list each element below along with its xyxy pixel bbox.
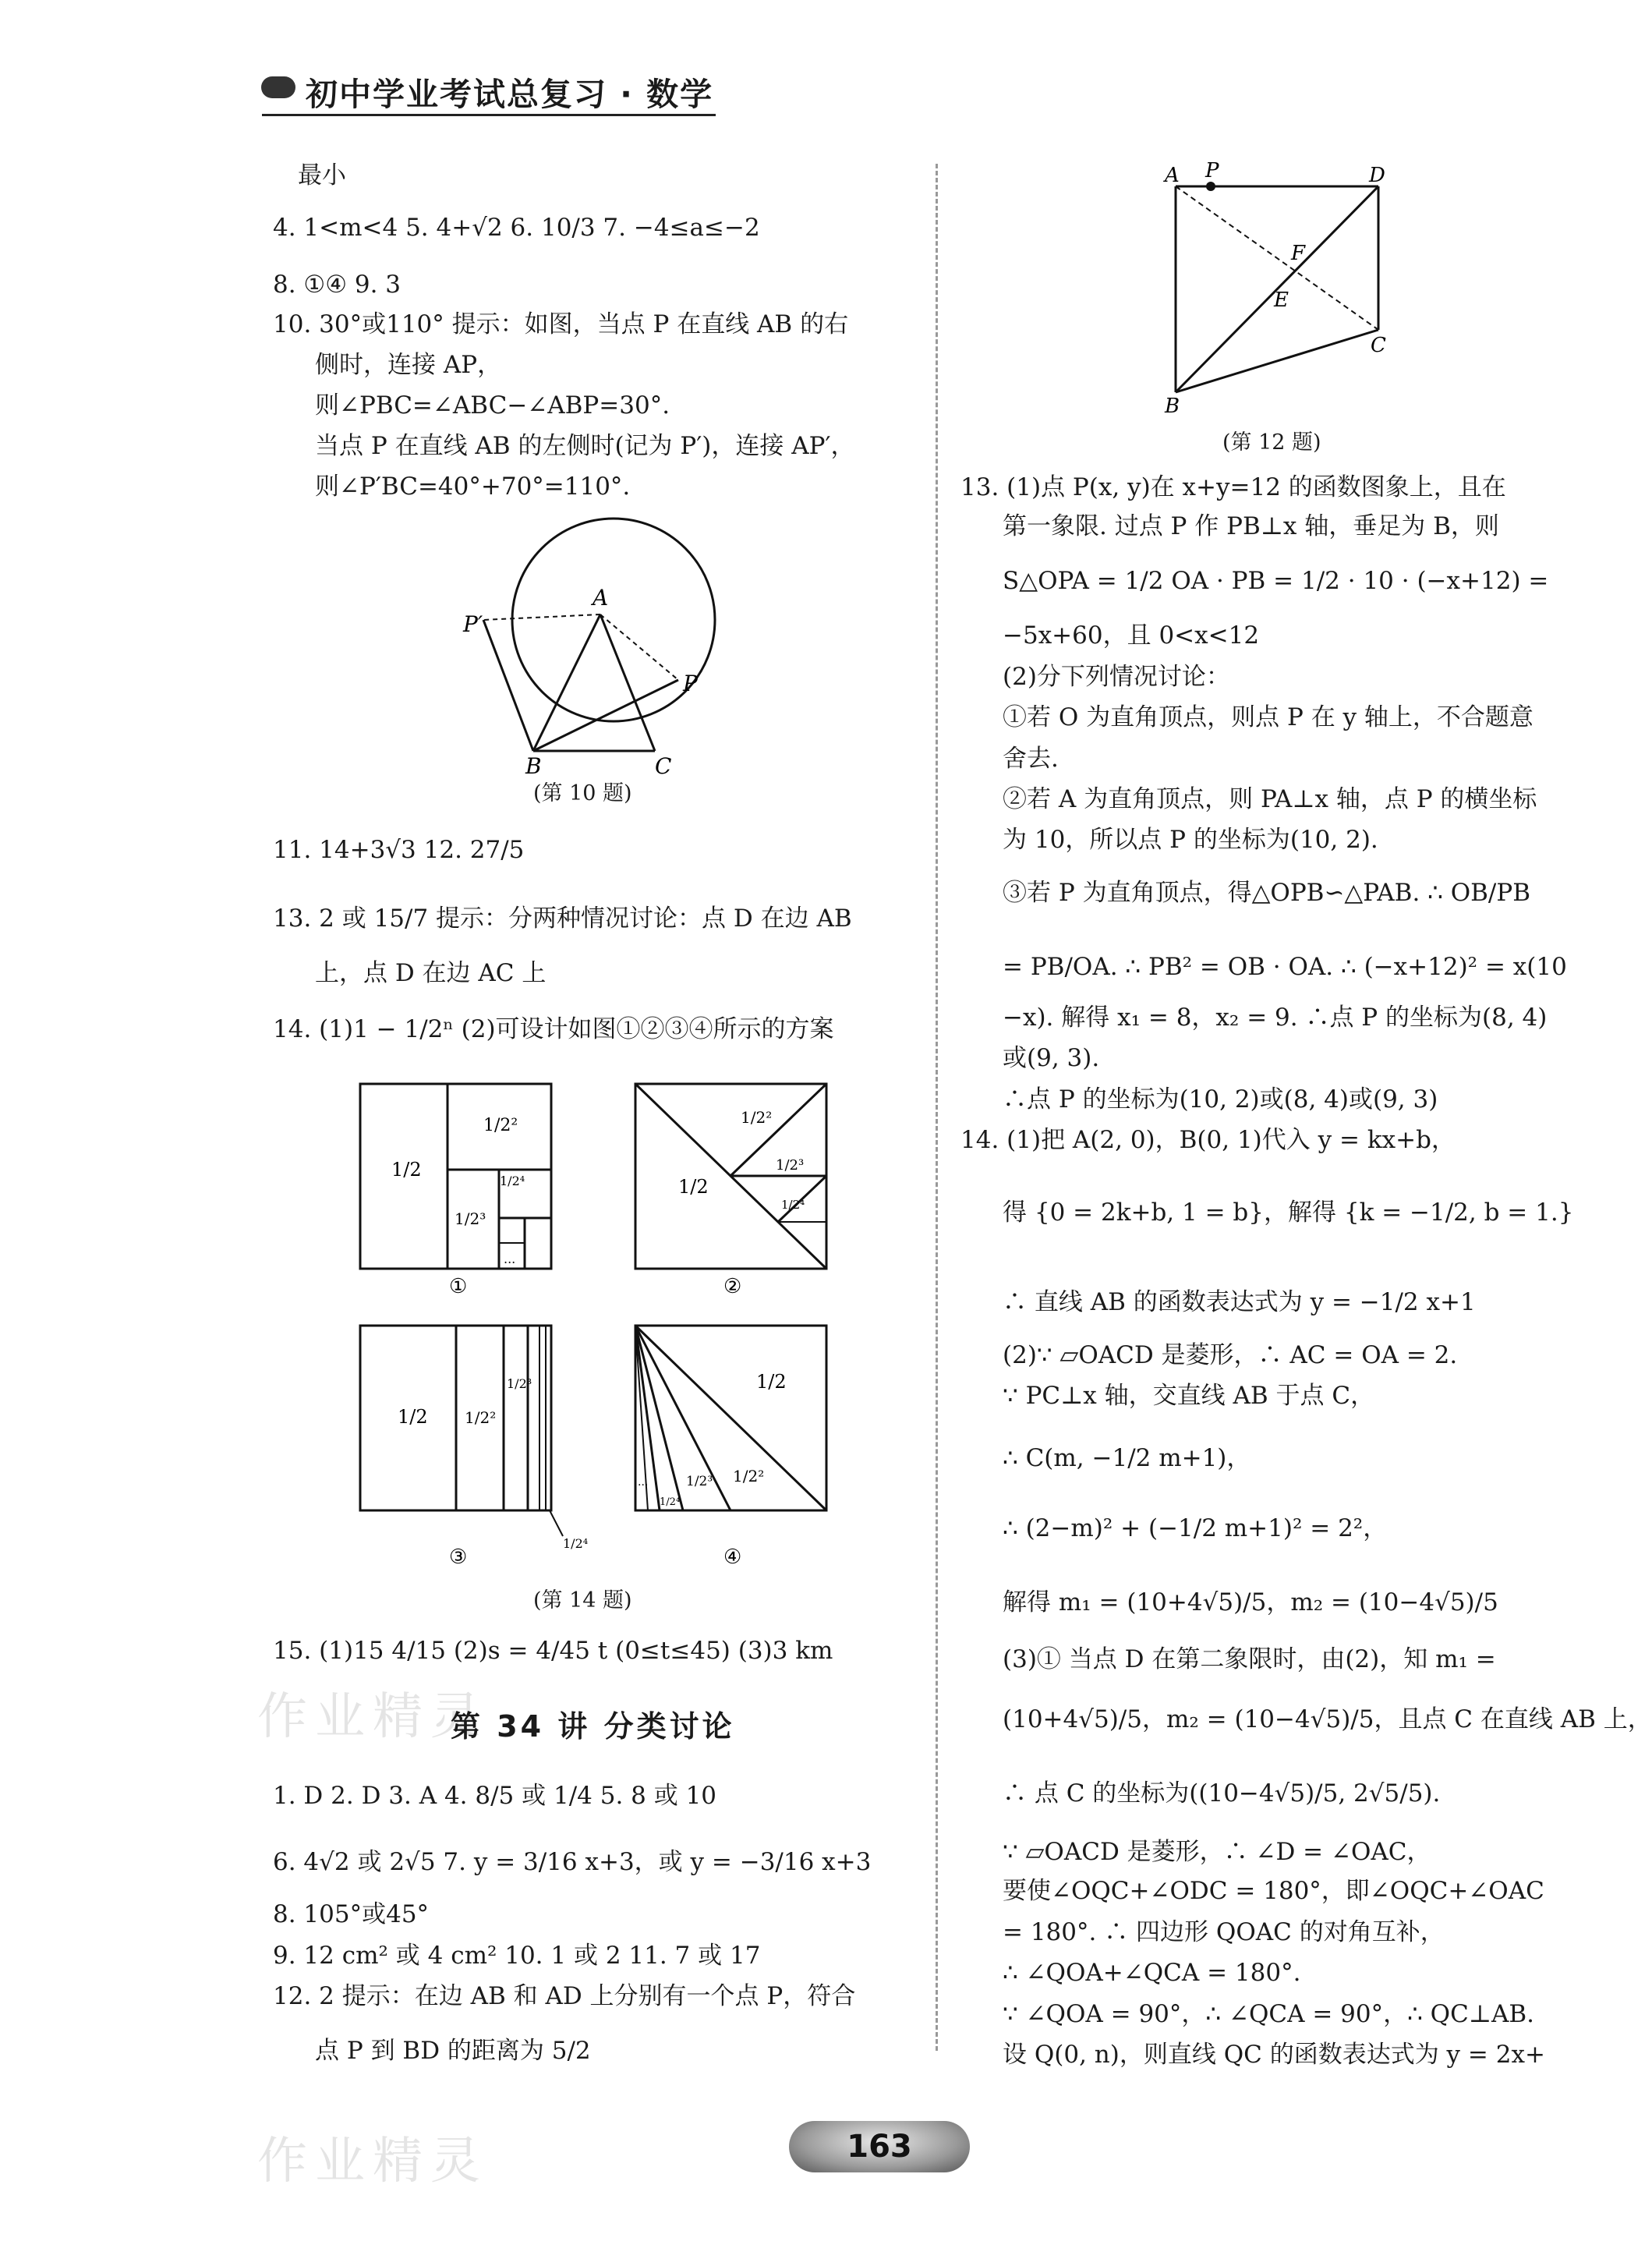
answer-line: 设 Q(0, n)，则直线 QC 的函数表达式为 y = 2x+	[1003, 2041, 1545, 2069]
answer-line: 得 {0 = 2k+b, 1 = b}，解得 {k = −1/2, b = 1.}	[1003, 1199, 1574, 1227]
fraction-label: 1/2	[756, 1371, 787, 1393]
answer-line: S△OPA = 1/2 OA · PB = 1/2 · 10 · (−x+12) =	[1003, 567, 1549, 595]
answer-line: 最小	[298, 161, 346, 189]
answer-line: 第一象限. 过点 P 作 PB⊥x 轴，垂足为 B，则	[1003, 512, 1499, 540]
header-title: 初中学业考试总复习 · 数学	[306, 76, 714, 113]
answer-line: 6. 4√2 或 2√5 7. y = 3/16 x+3，或 y = −3/16 x+3	[273, 1848, 872, 1876]
fraction-label: 1/2³	[776, 1157, 805, 1174]
answer-line: = PB/OA. ∴ PB² = OB · OA. ∴ (−x+12)² = x(10	[1003, 953, 1567, 981]
header-logo-icon	[261, 76, 295, 98]
answer-line: ∴ C(m, −1/2 m+1)，	[1003, 1444, 1251, 1472]
answer-line: ③若 P 为直角顶点，得△OPB∽△PAB. ∴ OB/PB	[1003, 879, 1531, 907]
fraction-label: 1/2²	[733, 1467, 765, 1485]
panel-label: ③	[449, 1545, 468, 1569]
fraction-label: 1/2²	[483, 1116, 518, 1135]
answer-line: 要使∠OQC+∠ODC = 180°，即∠OQC+∠OAC	[1003, 1877, 1544, 1905]
fraction-label: 1/2⁴	[660, 1496, 681, 1508]
panel-label: ②	[723, 1275, 742, 1298]
fraction-label: 1/2³	[686, 1474, 713, 1489]
answer-line: 12. 2 提示：在边 AB 和 AD 上分别有一个点 P，符合	[273, 1982, 856, 2010]
answer-line: ∵ ∠QOA = 90°，∴ ∠QCA = 90°，∴ QC⊥AB.	[1003, 2000, 1534, 2028]
answer-line: (2)∵ ▱OACD 是菱形，∴ AC = OA = 2.	[1003, 1341, 1458, 1369]
answer-line: 点 P 到 BD 的距离为 5/2	[315, 2037, 591, 2065]
answer-line: ∴ 点 C 的坐标为((10−4√5)/5, 2√5/5).	[1003, 1779, 1441, 1807]
answer-line: 13. (1)点 P(x, y)在 x+y=12 的函数图象上，且在	[960, 473, 1506, 501]
figure-10-caption: (第 10 题)	[533, 781, 632, 805]
fig10-label: A	[593, 585, 609, 611]
answer-line: ∴点 P 的坐标为(10, 2)或(8, 4)或(9, 3)	[1003, 1085, 1438, 1114]
answer-line: ∵ ▱OACD 是菱形，∴ ∠D = ∠OAC，	[1003, 1838, 1431, 1866]
answer-line: −x). 解得 x₁ = 8，x₂ = 9. ∴点 P 的坐标为(8, 4)	[1003, 1004, 1548, 1032]
answer-line: 则∠PBC=∠ABC−∠ABP=30°.	[315, 391, 670, 420]
answer-line: ②若 A 为直角顶点，则 PA⊥x 轴，点 P 的横坐标	[1003, 785, 1537, 813]
answer-line: 上，点 D 在边 AC 上	[315, 959, 547, 987]
fraction-label: 1/2⁴	[563, 1536, 589, 1551]
answer-line: 解得 m₁ = (10+4√5)/5，m₂ = (10−4√5)/5	[1003, 1588, 1498, 1616]
fig10-label: P′	[463, 611, 483, 637]
fig12-label: F	[1291, 242, 1306, 265]
fraction-label: 1/2	[391, 1159, 422, 1181]
answer-line: 侧时，连接 AP，	[315, 351, 502, 379]
answer-line: 10. 30°或110° 提示：如图，当点 P 在直线 AB 的右	[273, 310, 849, 338]
fig12-label: C	[1371, 334, 1386, 357]
fig12-label: A	[1165, 164, 1180, 187]
fraction-label: 1/2	[398, 1406, 428, 1428]
panel-label: ④	[723, 1545, 742, 1569]
answer-line: 14. (1)把 A(2, 0)，B(0, 1)代入 y = kx+b，	[960, 1126, 1456, 1154]
fraction-label: 1/2⁴	[500, 1174, 525, 1188]
figure-10	[463, 515, 733, 779]
fraction-label: ...	[504, 1252, 516, 1266]
answer-line: (3)① 当点 D 在第二象限时，由(2)，知 m₁ =	[1003, 1645, 1496, 1673]
answer-line: (10+4√5)/5，m₂ = (10−4√5)/5，且点 C 在直线 AB 上，	[1003, 1705, 1652, 1733]
watermark-1: 作业精灵	[257, 1688, 488, 1746]
watermark-2: 作业精灵	[257, 2133, 488, 2190]
answer-line: ①若 O 为直角顶点，则点 P 在 y 轴上，不合题意	[1003, 703, 1533, 731]
figure-12-caption: (第 12 题)	[1222, 430, 1321, 455]
fraction-label: ...	[638, 1476, 649, 1489]
fraction-label: 1/2⁴	[781, 1198, 805, 1212]
answer-line: 9. 12 cm² 或 4 cm² 10. 1 或 2 11. 7 或 17	[273, 1942, 761, 1970]
column-divider	[936, 164, 938, 2051]
page-number: 163	[789, 2121, 970, 2172]
fraction-label: 1/2³	[455, 1209, 486, 1228]
fig10-label: C	[655, 753, 672, 779]
figure-14	[351, 1076, 850, 1569]
answer-line: ∴ 直线 AB 的函数表达式为 y = −1/2 x+1	[1003, 1288, 1476, 1316]
fraction-label: 1/2³	[507, 1376, 532, 1391]
answer-line: ∵ PC⊥x 轴，交直线 AB 于点 C，	[1003, 1382, 1375, 1410]
answer-line: 15. (1)15 4/15 (2)s = 4/45 t (0≤t≤45) (3)3 km	[273, 1637, 833, 1665]
answer-line: 则∠P′BC=40°+70°=110°.	[315, 473, 631, 501]
fig12-label: E	[1274, 289, 1289, 312]
answer-line: 13. 2 或 15/7 提示：分两种情况讨论：点 D 在边 AB	[273, 905, 852, 933]
answer-line: ∴ ∠QOA+∠QCA = 180°.	[1003, 1959, 1301, 1987]
answer-line: 为 10，所以点 P 的坐标为(10, 2).	[1003, 826, 1378, 854]
fig12-label: B	[1165, 395, 1180, 418]
answer-line: 当点 P 在直线 AB 的左侧时(记为 P′)，连接 AP′，	[315, 432, 855, 460]
answer-line: 14. (1)1 − 1/2ⁿ (2)可设计如图①②③④所示的方案	[273, 1015, 834, 1043]
answer-line: 舍去.	[1003, 745, 1059, 773]
answer-line: 或(9, 3).	[1003, 1044, 1100, 1072]
fraction-label: 1/2	[678, 1176, 709, 1198]
answer-line: 1. D 2. D 3. A 4. 8/5 或 1/4 5. 8 或 10	[273, 1782, 717, 1810]
answer-line: 8. ①④ 9. 3	[273, 271, 402, 299]
answer-line: −5x+60，且 0<x<12	[1003, 621, 1260, 650]
header-rule	[262, 114, 716, 116]
panel-label: ①	[449, 1275, 468, 1298]
answer-line: (2)分下列情况讨论：	[1003, 663, 1230, 691]
answer-line: = 180°. ∴ 四边形 QOAC 的对角互补，	[1003, 1918, 1445, 1946]
figure-14-caption: (第 14 题)	[533, 1588, 632, 1613]
fig12-label: P	[1205, 159, 1219, 182]
answer-line: 8. 105°或45°	[273, 1900, 430, 1928]
figure-12	[1162, 160, 1396, 425]
section-title: 第 34 讲 分类讨论	[451, 1709, 735, 1744]
fraction-label: 1/2²	[465, 1408, 497, 1427]
fraction-label: 1/2²	[741, 1108, 773, 1127]
fig10-label: B	[525, 753, 542, 779]
answer-line: 4. 1<m<4 5. 4+√2 6. 10/3 7. −4≤a≤−2	[273, 214, 760, 242]
fig12-label: D	[1369, 164, 1385, 187]
answer-line: 11. 14+3√3 12. 27/5	[273, 836, 525, 864]
answer-line: ∴ (2−m)² + (−1/2 m+1)² = 2²，	[1003, 1514, 1388, 1542]
fig10-label: P	[683, 671, 698, 696]
